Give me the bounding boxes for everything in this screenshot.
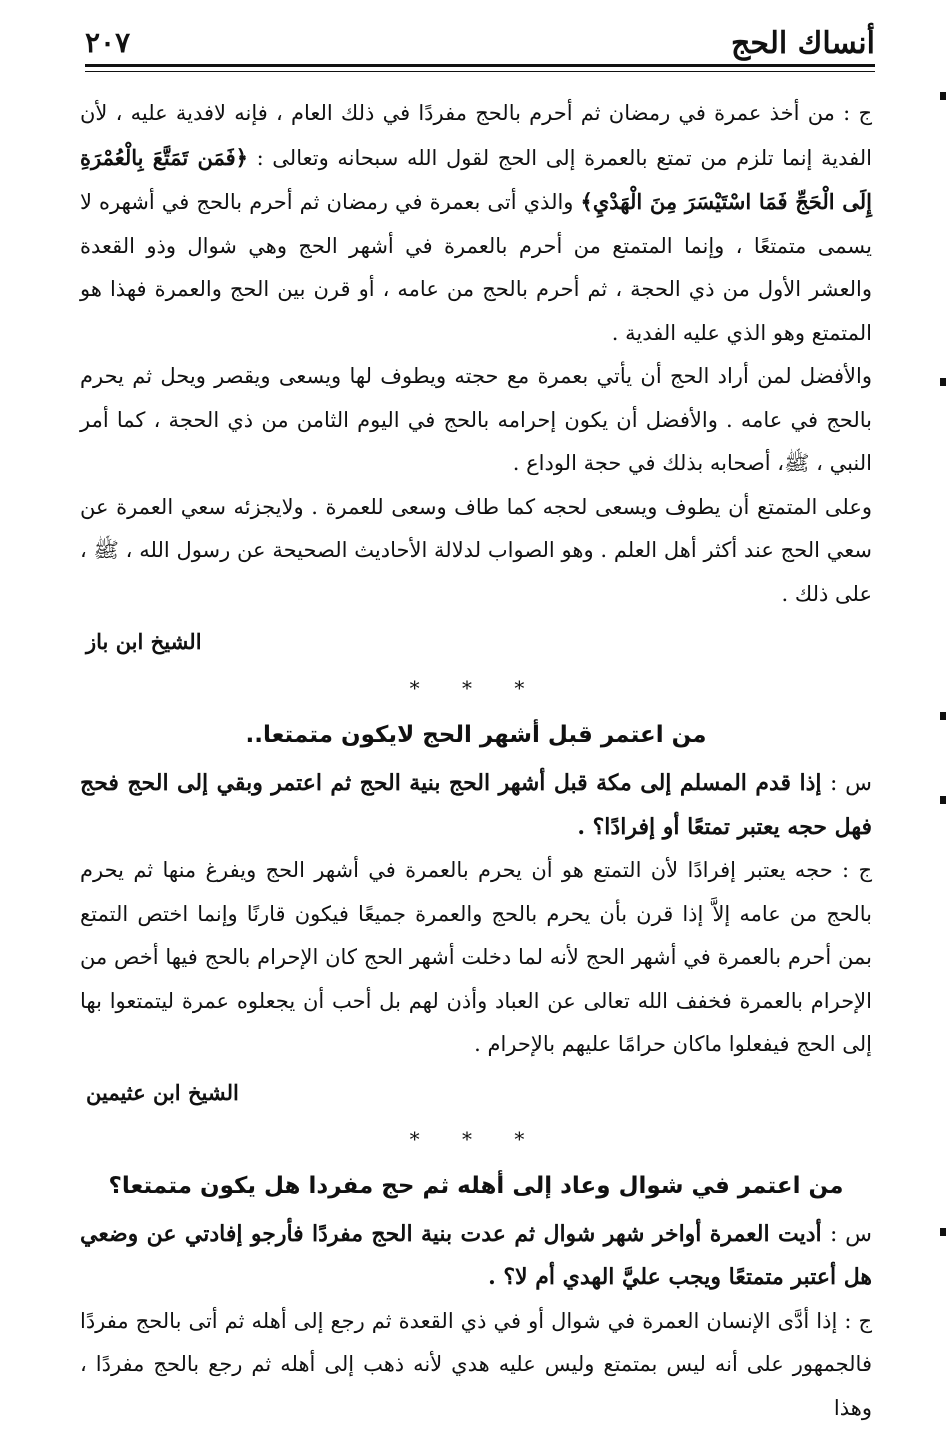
answer-paragraph [80,1300,872,1430]
quran-verse: ﴿فَمَن تَمَتَّعَ بِالْعُمْرَةِ إِلَى الْحَجِّ فَمَا اسْتَيْسَرَ مِنَ الْهَدْيِ﴾ [80,145,872,215]
margin-mark [940,92,946,100]
answer-paragraph [80,92,872,355]
answer-paragraph [80,849,872,1067]
section-separator: * * * [80,668,872,708]
answer-lead: ج : [843,101,872,125]
section-heading: من اعتمر في شوال وعاد إلى أهله ثم حج مفردا هل يكون متمتعا؟ [80,1159,872,1213]
answer-lead: ج : [842,858,872,882]
body-paragraph: والأفضل لمن أراد الحج أن يأتي بعمرة مع حجته ويطوف لها ويسعى ويقصر ويحل ثم يحرم بالحج في عامه . والأفضل أن يكون إحرامه بالحج في اليوم الثامن من ذي الحجة ، كما أمر النبي ، ﷺ، أصحابه بذلك في حجة الوداع . [80,355,872,486]
question-lead: س : [830,771,872,796]
answer-text: والذي أتى بعمرة في رمضان ثم أحرم بالحج في أشهره لا يسمى متمتعًا ، وإنما المتمتع من أحرم بالعمرة في أشهر الحج وهي شوال وذو القعدة والعشر الأول من ذي الحجة ، ثم أحرم بالحج من عامه ، أو قرن بين الحج والعمرة فهذا هو المتمتع وهو الذي عليه الفدية . [80,190,872,345]
question-text: أديت العمرة أواخر شهر شوال ثم عدت بنية الحج مفردًا فأرجو إفادتي عن وضعي هل أعتبر متمتعًا ويجب عليَّ الهدي أم لا؟ . [80,1221,872,1291]
answer-text: من أخذ عمرة في رمضان ثم أحرم بالحج مفردًا في ذلك العام ، فإنه لافدية عليه ، لأن الفدية إنما تلزم من تمتع بالعمرة إلى الحج لقول الله سبحانه وتعالى : [80,101,872,170]
margin-mark [940,796,946,804]
page-body [80,92,872,1430]
answer-lead: ج : [844,1309,872,1333]
section-separator: * * * [80,1119,872,1159]
margin-mark [940,712,946,720]
answer-text: إذا أدَّى الإنسان العمرة في شوال أو في ذي القعدة ثم رجع إلى أهله ثم أتى بالحج مفردًا فالجمهور على أنه ليس بمتمتع وليس عليه هدي لأنه ذهب إلى أهله ثم رجع بالحج مفردًا ، وهذا [80,1309,872,1420]
running-title: أنساك الحج [731,26,875,61]
signature: الشيخ ابن باز [80,616,872,668]
margin-mark [940,1228,946,1236]
signature: الشيخ ابن عثيمين [80,1067,872,1119]
page-number: ٢٠٧ [85,26,130,59]
section-heading: من اعتمر قبل أشهر الحج لايكون متمتعا.. [80,708,872,762]
header-rule [85,64,875,72]
question-paragraph [80,1213,872,1300]
question-lead: س : [830,1222,872,1247]
margin-mark [940,378,946,386]
question-paragraph [80,762,872,849]
question-text: إذا قدم المسلم إلى مكة قبل أشهر الحج بنية الحج ثم اعتمر وبقي إلى الحج فحج فهل حجه يعتبر تمتعًا أو إفرادًا؟ . [80,770,872,840]
answer-text: حجه يعتبر إفرادًا لأن التمتع هو أن يحرم بالعمرة في أشهر الحج ويفرغ منها ثم يحرم بالحج من عامه إلاَّ إذا قرن بأن يحرم بالحج والعمرة جميعًا فيكون قارنًا وإنما اختص التمتع بمن أحرم بالعمرة في أشهر الحج لأنه لما دخلت أشهر الحج كان الإحرام بالحج فيها أخص من الإحرام بالعمرة فخفف الله تعالى عن العباد وأذن لهم بل أحب أن يجعلوه عمرة ليتمتعوا بها إلى الحج فيفعلوا ماكان حرامًا عليهم بالإحرام . [80,858,872,1056]
page-header [85,22,875,66]
body-paragraph: وعلى المتمتع أن يطوف ويسعى لحجه كما طاف وسعى للعمرة . ولايجزئه سعي العمرة عن سعي الحج عند أكثر أهل العلم . وهو الصواب لدلالة الأحاديث الصحيحة عن رسول الله ، ﷺ ، على ذلك . [80,486,872,617]
